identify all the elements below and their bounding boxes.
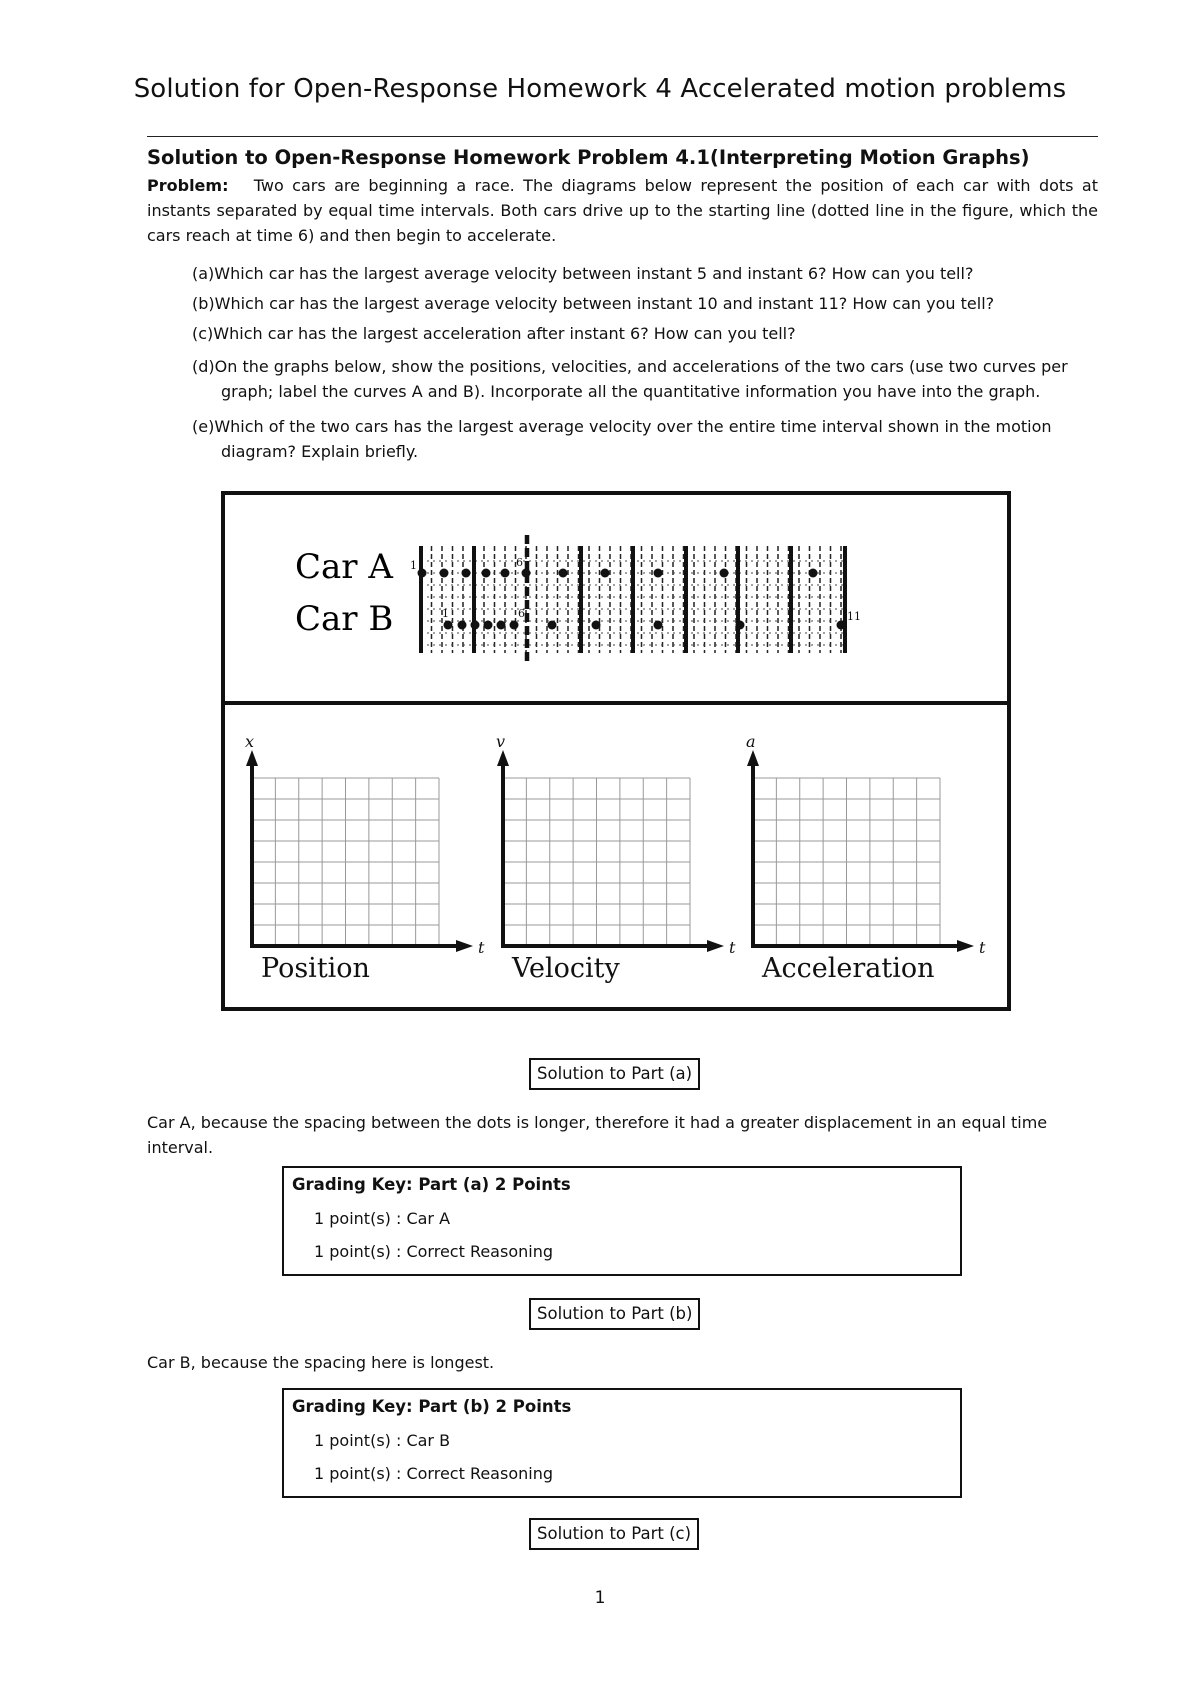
question-label: (b) (192, 294, 215, 313)
car-b-label: Car B (295, 599, 394, 639)
page-number: 1 (594, 1588, 606, 1608)
x-axis-label: t (478, 938, 485, 957)
question-a (192, 261, 1098, 286)
car-b-dot (736, 621, 745, 630)
question-text: On the graphs below, show the positions, velocities, and accelerations of the two cars (use two curves per graph; label the curves A and B). Incorporate all the quantitative information you have into the graph. (214, 357, 1068, 401)
car-a-dot (601, 569, 610, 578)
x-axis-label: t (979, 938, 986, 957)
car-a-dot (654, 569, 663, 578)
x-axis-label: t (729, 938, 736, 957)
graph-caption: Position (261, 953, 370, 984)
grading-key-item: 1 point(s) : Car A (314, 1209, 451, 1228)
question-text: Which car has the largest average velocity between instant 10 and instant 11? How can you tell? (214, 294, 995, 313)
car-a-dot (809, 569, 818, 578)
car-a-marker: 1 (410, 559, 417, 572)
question-text: Which car has the largest average velocity between instant 5 and instant 6? How can you tell? (214, 264, 974, 283)
motion-figure (221, 491, 1011, 1011)
page-title: Solution for Open-Response Homework 4 Accelerated motion problems (133, 74, 1067, 104)
car-b-dot (444, 621, 453, 630)
grading-key-item: 1 point(s) : Car B (314, 1431, 451, 1450)
problem-body: Two cars are beginning a race. The diagrams below represent the position of each car with dots at instants separated by equal time intervals. Both cars drive up to the starting line (dotted line in the figure, which the cars reach at time 6) and then begin to accelerate. (147, 176, 1099, 245)
car-a-dot (559, 569, 568, 578)
grading-key-item: 1 point(s) : Correct Reasoning (314, 1464, 553, 1483)
car-b-marker: 11 (847, 610, 861, 623)
car-b-dot (592, 621, 601, 630)
solution-answer-b: Car B, because the spacing here is longest. (147, 1353, 495, 1372)
car-a-dot (482, 569, 491, 578)
solution-answer-a: Car A, because the spacing between the dots is longer, therefore it had a greater displacement in an equal time interval. (147, 1113, 1048, 1157)
car-a-dot (522, 569, 531, 578)
grading-key-b (282, 1388, 962, 1498)
car-b-dot (458, 621, 467, 630)
header-rule (147, 136, 1098, 137)
grading-key-title: Grading Key: Part (b) 2 Points (292, 1397, 572, 1416)
car-b-marker: 1 (442, 607, 449, 620)
car-a-dot (720, 569, 729, 578)
graph-caption: Velocity (512, 953, 620, 984)
question-c (192, 321, 1098, 346)
car-b-dot (497, 621, 506, 630)
grading-key-item: 1 point(s) : Correct Reasoning (314, 1242, 553, 1261)
grading-key-a (282, 1166, 962, 1276)
question-text: Which of the two cars has the largest average velocity over the entire time interval shown in the motion diagram? Explain briefly. (214, 417, 1052, 461)
graph-caption: Acceleration (762, 953, 935, 984)
car-b-dot (510, 621, 519, 630)
solution-tag-a: Solution to Part (a) (529, 1058, 700, 1090)
section-heading: Solution to Open-Response Homework Problem 4.1(Interpreting Motion Graphs) (147, 146, 1030, 169)
question-label: (c) (192, 324, 214, 343)
y-axis-label: x (245, 732, 255, 751)
car-a-dot (501, 569, 510, 578)
question-b (192, 291, 1098, 316)
question-label: (a) (192, 264, 215, 283)
problem-statement (147, 173, 1098, 248)
grading-key-title: Grading Key: Part (a) 2 Points (292, 1175, 571, 1194)
solution-tag-b: Solution to Part (b) (529, 1298, 700, 1330)
problem-label: Problem: (147, 176, 229, 195)
car-a-label: Car A (295, 547, 393, 587)
y-axis-label: v (496, 732, 506, 751)
question-label: (d) (192, 357, 215, 376)
car-b-dot (471, 621, 480, 630)
solution-tag-c: Solution to Part (c) (529, 1518, 699, 1550)
question-d (192, 354, 1098, 404)
question-label: (e) (192, 417, 215, 436)
car-b-dot (548, 621, 557, 630)
car-a-marker: 6 (516, 556, 523, 569)
question-text: Which car has the largest acceleration after instant 6? How can you tell? (213, 324, 796, 343)
car-a-dot (440, 569, 449, 578)
car-a-dot (418, 569, 427, 578)
question-e (192, 414, 1098, 464)
car-b-dot (484, 621, 493, 630)
car-b-marker: 6 (518, 607, 525, 620)
car-a-dot (462, 569, 471, 578)
y-axis-label: a (746, 732, 756, 751)
car-b-dot (654, 621, 663, 630)
car-b-dot (837, 621, 846, 630)
